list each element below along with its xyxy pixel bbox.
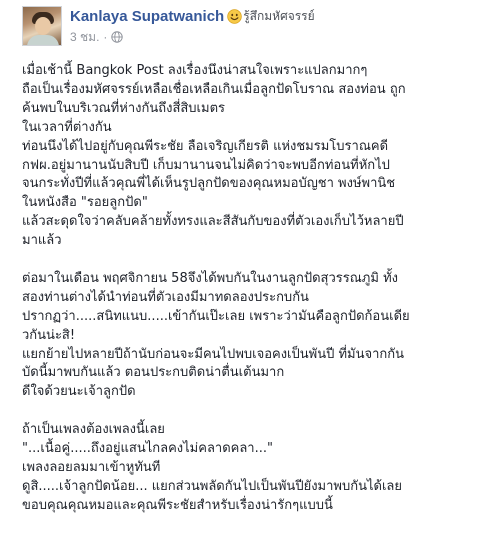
post-text-line: ในหนังสือ "รอยลูกปัด": [22, 195, 148, 211]
post-paragraph: [22, 421, 484, 516]
post-meta: [70, 29, 123, 45]
author-name[interactable]: Kanlaya Supatwanich: [70, 7, 225, 25]
post-text-line: กฟผ.อยู่มานานนับสิบปี เก็บมานานจนไม่คิดว่าจะพบอีกท่อนที่หักไป: [22, 157, 390, 173]
post-text-line: ถ้าเป็นเพลงต้องเพลงนี้เลย: [22, 422, 165, 438]
post-text-line: แล้วสะดุดใจว่าคลับคล้ายทั้งทรงและสีสันกับของที่ตัวเองเก็บไว้หลายปี: [22, 214, 404, 230]
post-text-line: เมื่อเช้านี้ Bangkok Post ลงเรื่องนึงน่าสนใจเพราะแปลกมากๆ: [22, 63, 368, 78]
post-text-line: ถือเป็นเรื่องมหัศจรรย์เหลือเชื่อเหลือเกินเมื่อลูกปัดโบราณ สองท่อน ถูก: [22, 81, 406, 97]
post-text-line: บัดนี้มาพบกันแล้ว ตอนประกบติดน่าตื่นเต้นมาก: [22, 365, 285, 381]
post-timestamp[interactable]: 3 ชม.: [70, 29, 100, 44]
post-text-line: ดูสิ.....เจ้าลูกปัดน้อย... แยกส่วนพลัดกันไปเป็นพันปียังมาพบกันได้เลย: [22, 478, 402, 494]
post-header: [70, 5, 315, 27]
avatar-face: [35, 17, 51, 35]
post-text-line: ท่อนนึงได้ไปอยู่กับคุณพีระชัย ลือเจริญเกียรติ แห่งชมรมโบราณคดี: [22, 138, 389, 154]
post-text-line: "...เนื้อคู่.....ถึงอยู่แสนไกลคงไม่คลาดคลา...": [22, 441, 273, 457]
post-text-line: ค้นพบในบริเวณที่ห่างกันถึงสี่สิบเมตร: [22, 100, 225, 116]
avatar-shoulders: [27, 35, 59, 46]
post-text-line: จนกระทั่งปีที่แล้วคุณพี่ได้เห็นรูปลูกปัดของคุณหมอบัญชา พงษ์พานิช: [22, 176, 396, 192]
feeling-label: รู้สึกมหัศจรรย์: [243, 8, 315, 23]
post-paragraph: [22, 62, 484, 251]
post-text-line: ในเวลาที่ต่างกัน: [22, 119, 112, 135]
post-text-line: สองท่านต่างได้นำท่อนที่ตัวเองมีมาทดลองประกบกัน: [22, 289, 309, 305]
post-text-line: ดีใจด้วยนะเจ้าลูกปัด: [22, 384, 136, 400]
post-text-line: มาแล้ว: [22, 233, 62, 249]
meta-separator: ·: [103, 30, 108, 44]
post-text-line: วกันน่ะสิ!: [22, 327, 76, 343]
post-paragraph: [22, 270, 484, 402]
smiling-face-icon: [227, 9, 242, 24]
globe-icon[interactable]: [111, 31, 123, 43]
author-avatar[interactable]: [22, 6, 62, 46]
post-text-line: แยกย้ายไปหลายปีถ้านับก่อนจะมีคนไปพบเจอคงเป็นพันปี ที่มันจากกัน: [22, 346, 405, 362]
post-text-line: ต่อมาในเดือน พฤศจิกายน 58จึงได้พบกันในงานลูกปัดสุวรรณภูมิ ทั้ง: [22, 270, 398, 286]
post-text-line: เพลงลอยลมมาเข้าหูทันที: [22, 460, 161, 475]
post-text-line: ขอบคุณคุณหมอและคุณพีระชัยสำหรับเรื่องน่ารักๆแบบนี้: [22, 497, 333, 513]
post-text-line: ปรากฏว่า.....สนิทแนบ.....เข้ากันเป๊ะเลย เพราะว่ามันคือลูกปัดก้อนเดีย: [22, 308, 410, 324]
post-body: [22, 62, 484, 516]
